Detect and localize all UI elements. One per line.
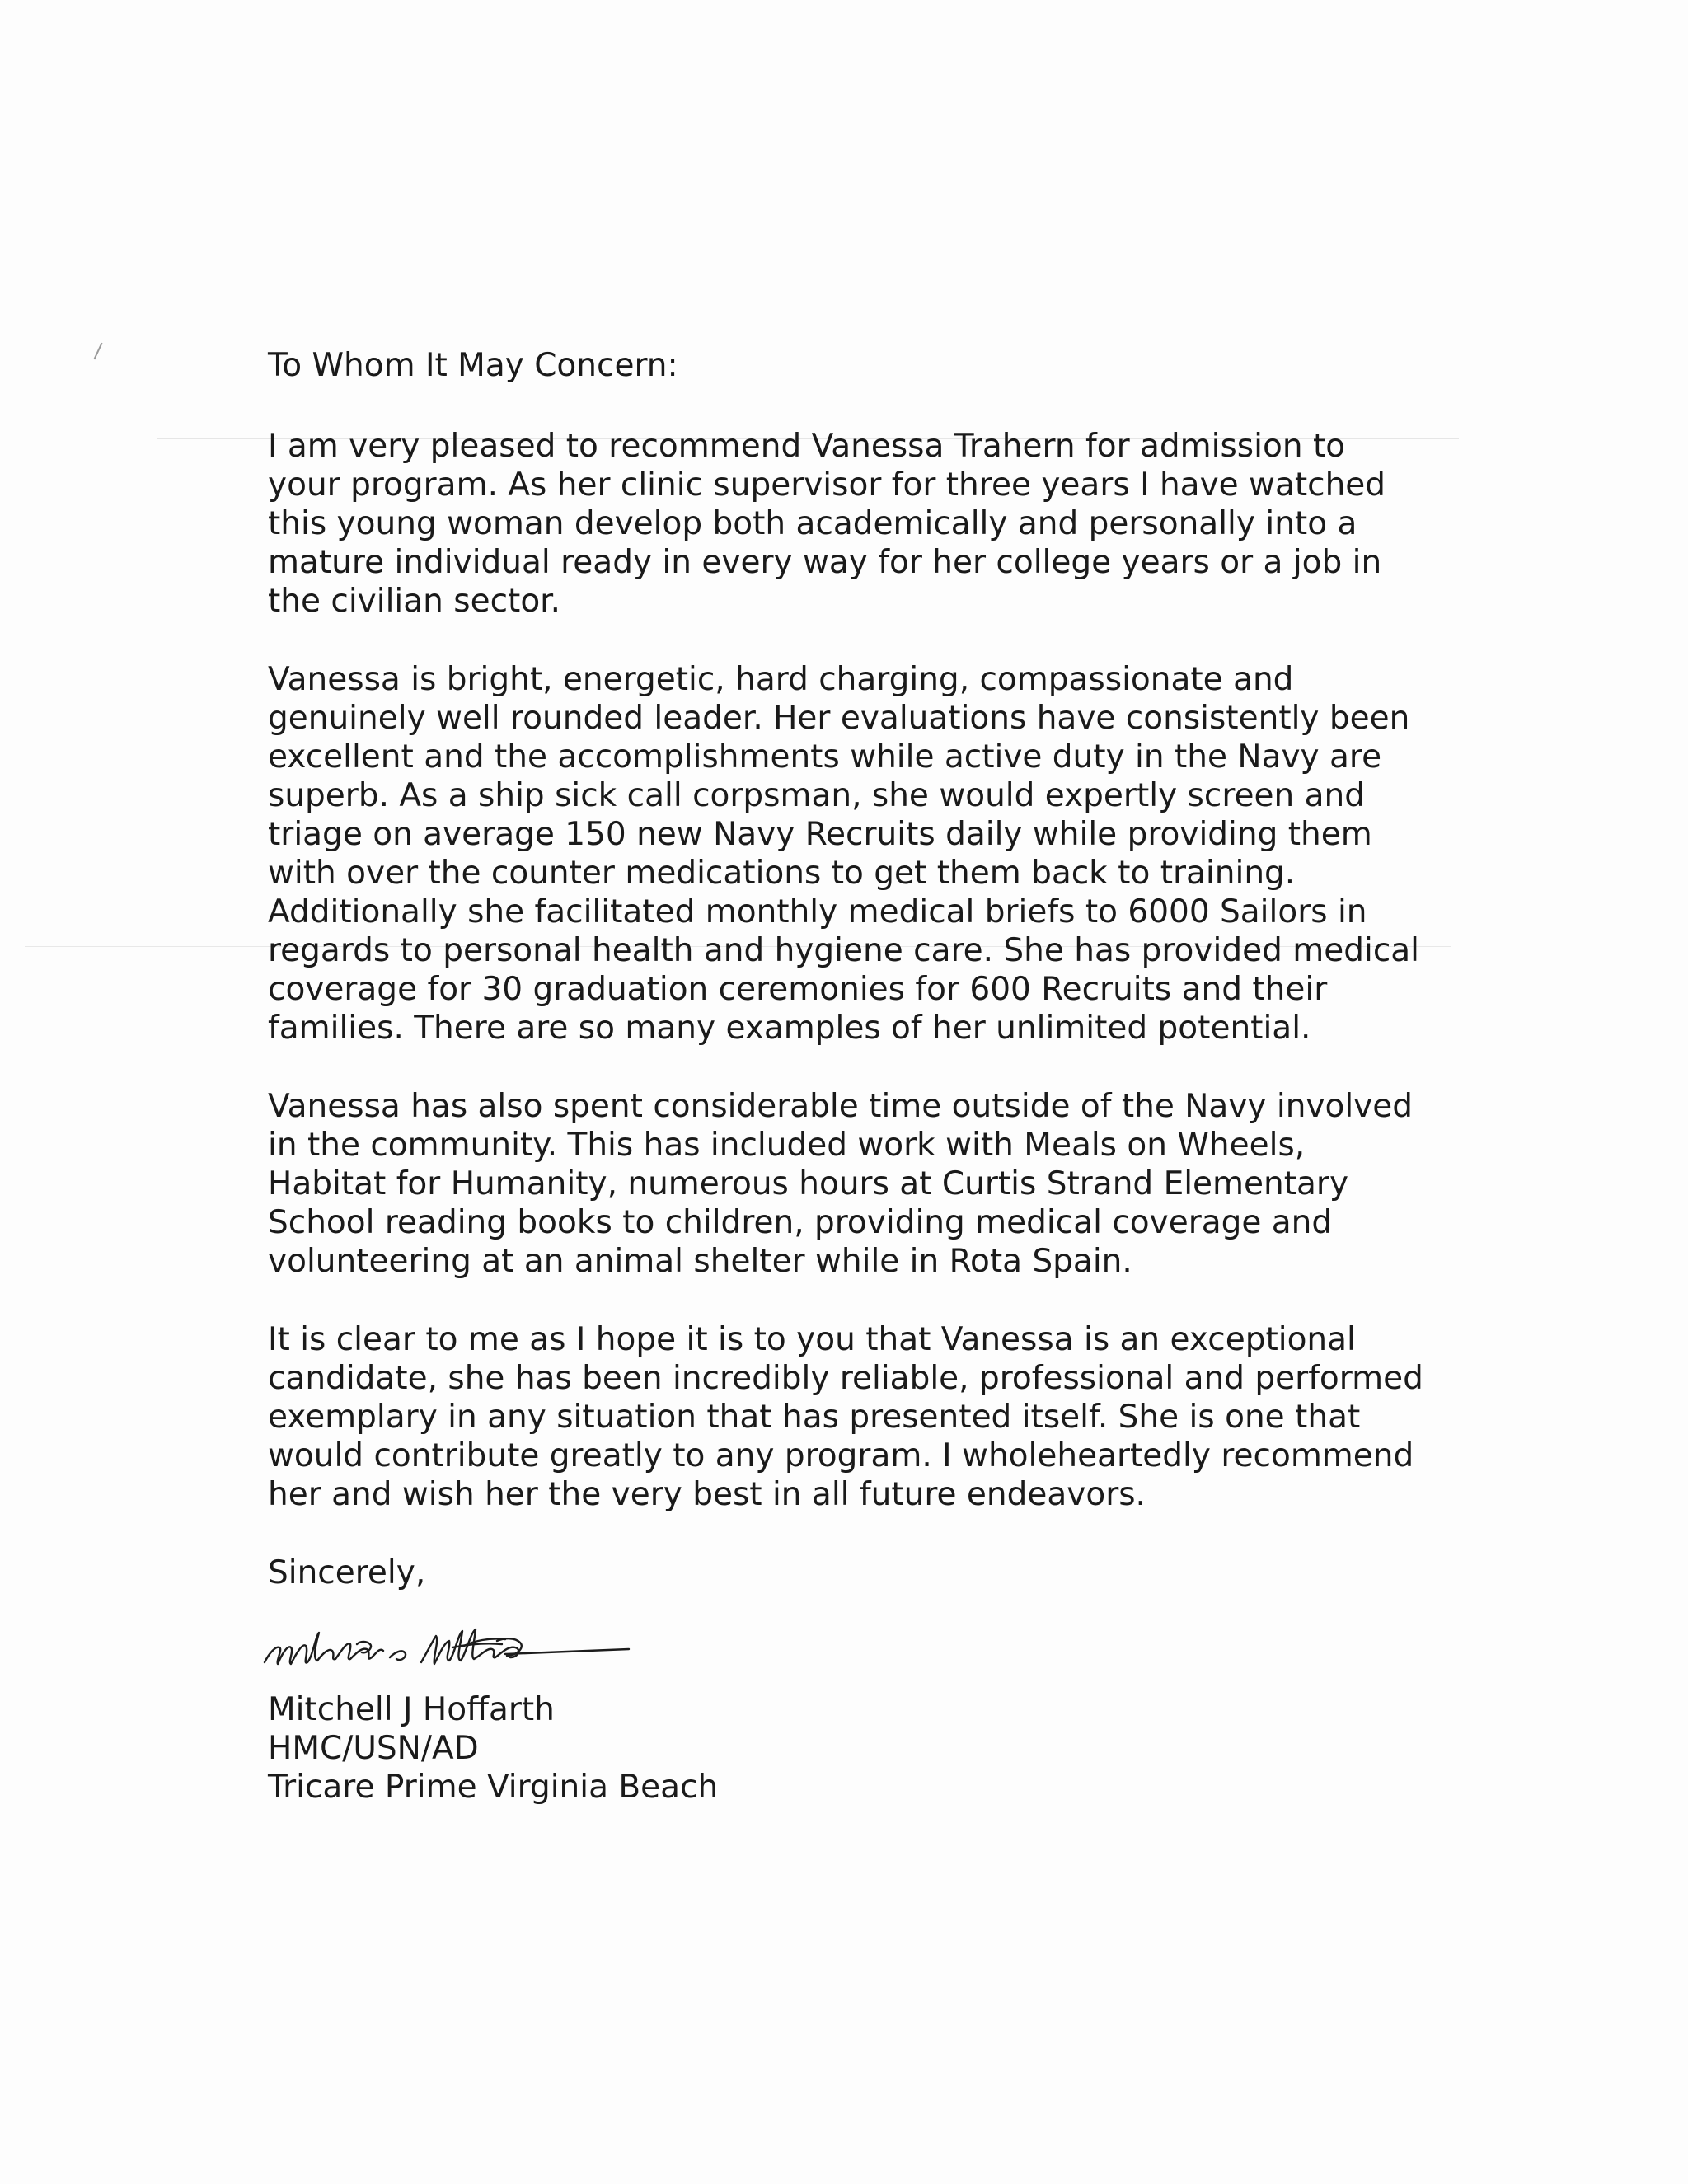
paragraph-line: superb. As a ship sick call corpsman, she would expertly screen and (268, 777, 1365, 814)
paragraph-line: your program. As her clinic supervisor for three years I have watched (268, 466, 1386, 504)
paragraph-line: families. There are so many examples of her unlimited potential. (268, 1010, 1311, 1047)
handwritten-signature (258, 1611, 645, 1685)
closing: Sincerely, (268, 1554, 426, 1591)
paragraph-line: Additionally she facilitated monthly medical briefs to 6000 Sailors in (268, 893, 1367, 930)
scan-artifact-dot (93, 343, 102, 360)
salutation: To Whom It May Concern: (268, 347, 678, 384)
paragraph-line: Vanessa is bright, energetic, hard charging, compassionate and (268, 661, 1294, 698)
paragraph-line: triage on average 150 new Navy Recruits daily while providing them (268, 816, 1372, 853)
paragraph-line: in the community. This has included work with Meals on Wheels, (268, 1127, 1306, 1164)
signer-name: Mitchell J Hoffarth (268, 1691, 555, 1728)
paragraph-4 (268, 1320, 1471, 1514)
paragraph-3 (268, 1087, 1471, 1281)
paragraph-line: candidate, she has been incredibly reliable, professional and performed (268, 1360, 1423, 1397)
paragraph-line: Habitat for Humanity, numerous hours at Curtis Strand Elementary (268, 1165, 1349, 1202)
paragraph-line: coverage for 30 graduation ceremonies for 600 Recruits and their (268, 971, 1328, 1008)
signer-organization: Tricare Prime Virginia Beach (268, 1769, 719, 1806)
paragraph-line: regards to personal health and hygiene care. She has provided medical (268, 932, 1419, 969)
paragraph-line: genuinely well rounded leader. Her evaluations have consistently been (268, 700, 1410, 737)
paragraph-line: the civilian sector. (268, 583, 561, 620)
paragraph-line: her and wish her the very best in all future endeavors. (268, 1476, 1146, 1513)
paragraph-1 (268, 427, 1471, 621)
paragraph-line: School reading books to children, providing medical coverage and (268, 1204, 1333, 1241)
paragraph-line: excellent and the accomplishments while active duty in the Navy are (268, 738, 1382, 776)
signature-block (268, 1690, 1471, 1807)
paragraph-line: I am very pleased to recommend Vanessa Trahern for admission to (268, 428, 1346, 465)
paragraph-line: It is clear to me as I hope it is to you that Vanessa is an exceptional (268, 1321, 1356, 1358)
paragraph-line: with over the counter medications to get them back to training. (268, 855, 1296, 892)
letter-body (268, 346, 1471, 1807)
paragraph-2 (268, 660, 1471, 1047)
paragraph-line: Vanessa has also spent considerable time outside of the Navy involved (268, 1088, 1414, 1125)
paragraph-line: volunteering at an animal shelter while in Rota Spain. (268, 1243, 1132, 1280)
signer-rank: HMC/USN/AD (268, 1730, 479, 1767)
paragraph-line: this young woman develop both academically and personally into a (268, 505, 1357, 542)
paragraph-line: exemplary in any situation that has presented itself. She is one that (268, 1399, 1361, 1436)
paragraph-line: would contribute greatly to any program. I wholeheartedly recommend (268, 1437, 1414, 1474)
paragraph-line: mature individual ready in every way for her college years or a job in (268, 544, 1382, 581)
